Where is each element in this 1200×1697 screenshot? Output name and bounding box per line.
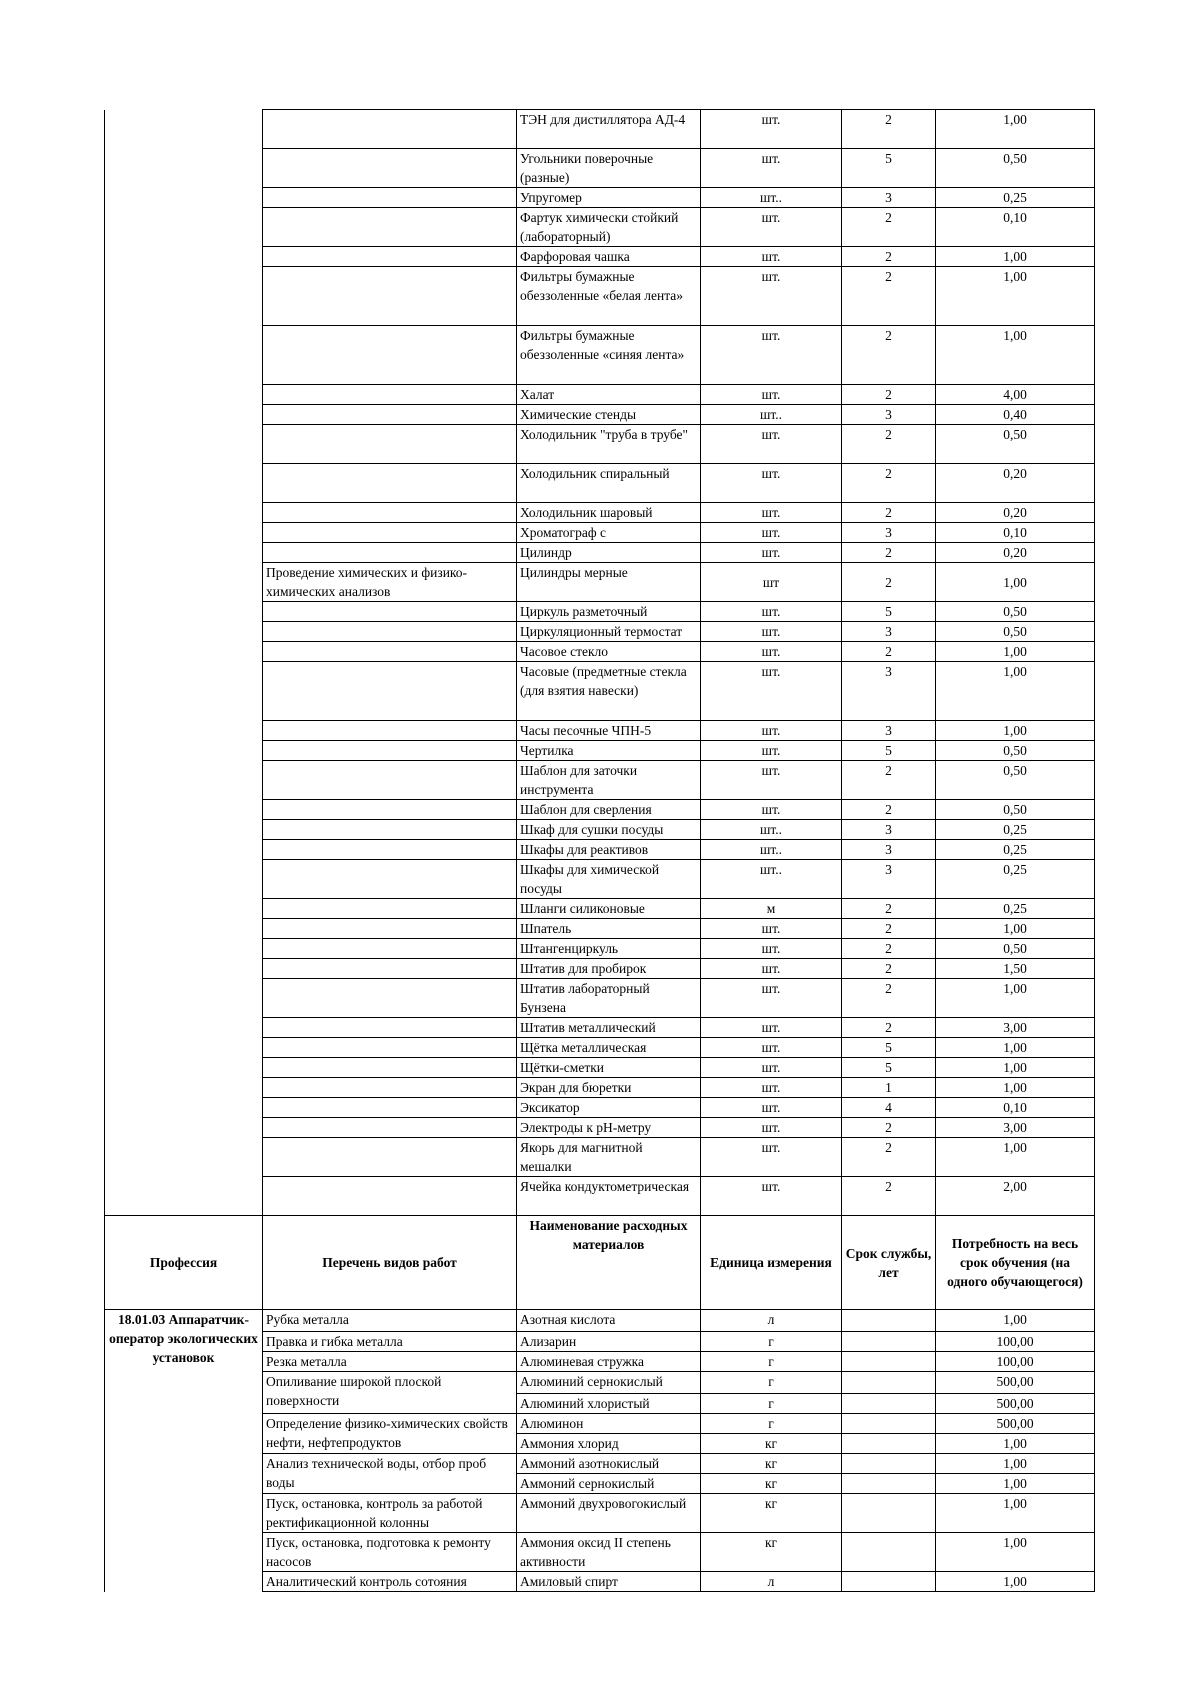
life-cell: 2 <box>842 503 936 523</box>
unit-cell: шт. <box>701 385 842 405</box>
works-cell <box>263 247 517 267</box>
works-cell <box>263 800 517 820</box>
unit-cell: шт. <box>701 247 842 267</box>
life-cell: 2 <box>842 761 936 800</box>
qty-cell: 500,00 <box>936 1394 1095 1414</box>
material-name: Шкафы для химической посуды <box>517 860 701 899</box>
material-name: Циркуляционный термостат <box>517 622 701 642</box>
qty-cell: 1,00 <box>936 662 1095 721</box>
works-cell <box>263 1118 517 1138</box>
material-name: Фартук химически стойкий (лабораторный) <box>517 208 701 247</box>
qty-cell: 1,00 <box>936 1474 1095 1494</box>
unit-cell: шт. <box>701 267 842 326</box>
life-cell: 2 <box>842 326 936 385</box>
life-cell <box>842 1533 936 1572</box>
profession-name: 18.01.03 Аппаратчик-оператор экологических установок <box>109 1312 258 1365</box>
life-cell: 2 <box>842 642 936 662</box>
works-cell <box>263 820 517 840</box>
life-cell: 2 <box>842 464 936 503</box>
qty-cell: 0,50 <box>936 425 1095 464</box>
life-cell: 3 <box>842 523 936 543</box>
works-cell <box>263 1038 517 1058</box>
works-cell <box>263 464 517 503</box>
life-cell: 2 <box>842 267 936 326</box>
qty-cell: 2,00 <box>936 1177 1095 1216</box>
life-cell: 3 <box>842 840 936 860</box>
works-cell <box>263 326 517 385</box>
unit-cell: шт.. <box>701 405 842 425</box>
works-cell <box>263 149 517 188</box>
qty-cell: 1,00 <box>936 326 1095 385</box>
unit-cell: шт. <box>701 602 842 622</box>
material-name: Шаблон для заточки инструмента <box>517 761 701 800</box>
qty-cell: 1,00 <box>936 1310 1095 1332</box>
life-cell: 2 <box>842 1018 936 1038</box>
works-cell <box>263 761 517 800</box>
unit-cell: л <box>701 1572 842 1592</box>
life-cell: 2 <box>842 385 936 405</box>
lower-table-body <box>105 1216 1095 1592</box>
material-name: Штатив для пробирок <box>517 959 701 979</box>
material-name: Щётка металлическая <box>517 1038 701 1058</box>
unit-cell: шт. <box>701 425 842 464</box>
qty-cell: 1,00 <box>936 1434 1095 1454</box>
unit-cell: шт. <box>701 149 842 188</box>
life-cell: 2 <box>842 1118 936 1138</box>
life-cell: 2 <box>842 959 936 979</box>
material-name: Аммоний двухровогокислый <box>517 1494 701 1533</box>
qty-cell: 1,00 <box>936 267 1095 326</box>
qty-cell: 500,00 <box>936 1372 1095 1394</box>
qty-cell: 0,20 <box>936 464 1095 503</box>
material-name: Фильтры бумажные обеззоленные «синяя лента» <box>517 326 701 385</box>
activity-label: Проведение химических и физико-химических анализов <box>263 563 517 602</box>
qty-cell: 0,50 <box>936 622 1095 642</box>
unit-cell: кг <box>701 1494 842 1533</box>
material-name: Угольники поверочные (разные) <box>517 149 701 188</box>
header-need: Потребность на весь срок обучения (на одного обучающегося) <box>936 1216 1095 1310</box>
works-cell <box>263 662 517 721</box>
unit-cell: шт. <box>701 622 842 642</box>
unit-cell: г <box>701 1414 842 1434</box>
life-cell <box>842 1352 936 1372</box>
qty-cell: 1,00 <box>936 1078 1095 1098</box>
qty-cell: 500,00 <box>936 1414 1095 1434</box>
table-header-row <box>105 1216 1095 1310</box>
works-cell: Аналитический контроль сотояния <box>263 1572 517 1592</box>
life-cell <box>842 1394 936 1414</box>
unit-cell: шт. <box>701 1098 842 1118</box>
unit-cell: шт <box>701 563 842 602</box>
unit-cell: кг <box>701 1454 842 1474</box>
material-name: Холодильник шаровый <box>517 503 701 523</box>
material-name: Эксикатор <box>517 1098 701 1118</box>
unit-cell: шт. <box>701 503 842 523</box>
material-name: Алюминий хлористый <box>517 1394 701 1414</box>
qty-cell: 0,25 <box>936 188 1095 208</box>
qty-cell: 1,00 <box>936 1038 1095 1058</box>
unit-cell: шт. <box>701 1177 842 1216</box>
works-cell <box>263 503 517 523</box>
works-cell <box>263 622 517 642</box>
material-name: Амиловый спирт <box>517 1572 701 1592</box>
works-cell <box>263 1058 517 1078</box>
qty-cell: 0,20 <box>936 543 1095 563</box>
life-cell: 5 <box>842 741 936 761</box>
qty-cell: 0,50 <box>936 149 1095 188</box>
works-cell <box>263 860 517 899</box>
material-name: Алюминон <box>517 1414 701 1434</box>
qty-cell: 0,20 <box>936 503 1095 523</box>
life-cell: 4 <box>842 1098 936 1118</box>
header-works: Перечень видов работ <box>263 1216 517 1310</box>
life-cell: 2 <box>842 899 936 919</box>
unit-cell: шт.. <box>701 860 842 899</box>
works-cell <box>263 721 517 741</box>
works-cell: Рубка металла <box>263 1310 517 1332</box>
qty-cell: 0,50 <box>936 741 1095 761</box>
works-cell <box>263 602 517 622</box>
qty-cell: 1,00 <box>936 247 1095 267</box>
qty-cell: 1,00 <box>936 721 1095 741</box>
material-name: Якорь для магнитной мешалки <box>517 1138 701 1177</box>
life-cell: 3 <box>842 622 936 642</box>
life-cell <box>842 1414 936 1434</box>
qty-cell: 1,00 <box>936 110 1095 149</box>
unit-cell: г <box>701 1372 842 1394</box>
material-name: Аммония оксид II степень активности <box>517 1533 701 1572</box>
unit-cell: шт. <box>701 642 842 662</box>
material-name: Ализарин <box>517 1332 701 1352</box>
unit-cell: шт. <box>701 110 842 149</box>
qty-cell: 1,00 <box>936 1533 1095 1572</box>
works-cell <box>263 939 517 959</box>
material-name: Упругомер <box>517 188 701 208</box>
life-cell <box>842 1332 936 1352</box>
qty-cell: 0,10 <box>936 1098 1095 1118</box>
material-name: Халат <box>517 385 701 405</box>
life-cell: 3 <box>842 188 936 208</box>
material-name: Холодильник "труба в трубе" <box>517 425 701 464</box>
unit-cell: шт. <box>701 464 842 503</box>
qty-cell: 3,00 <box>936 1018 1095 1038</box>
qty-cell: 0,25 <box>936 820 1095 840</box>
works-cell <box>263 642 517 662</box>
unit-cell: шт. <box>701 1038 842 1058</box>
works-cell <box>263 979 517 1018</box>
qty-cell: 0,50 <box>936 800 1095 820</box>
works-cell <box>263 543 517 563</box>
unit-cell: кг <box>701 1533 842 1572</box>
material-name: Часовые (предметные стекла (для взятия навески) <box>517 662 701 721</box>
table-row <box>105 110 1095 149</box>
qty-cell: 0,50 <box>936 602 1095 622</box>
material-name: ТЭН для дистиллятора АД-4 <box>517 110 701 149</box>
material-name: Алюминевая стружка <box>517 1352 701 1372</box>
material-name: Цилиндр <box>517 543 701 563</box>
material-name: Холодильник спиральный <box>517 464 701 503</box>
works-cell: Определение физико-химических свойств нефти, нефтепродуктов <box>263 1414 517 1454</box>
qty-cell: 1,00 <box>936 919 1095 939</box>
material-name: Алюминий сернокислый <box>517 1372 701 1394</box>
material-name: Чертилка <box>517 741 701 761</box>
life-cell: 1 <box>842 1078 936 1098</box>
unit-cell: шт. <box>701 1018 842 1038</box>
material-name: Штатив металлический <box>517 1018 701 1038</box>
unit-cell: шт. <box>701 543 842 563</box>
unit-cell: шт. <box>701 800 842 820</box>
profession-cell <box>105 1310 263 1592</box>
qty-cell: 1,00 <box>936 563 1095 602</box>
material-name: Азотная кислота <box>517 1310 701 1332</box>
profession-cell-empty <box>105 110 263 1216</box>
header-profession: Профессия <box>105 1216 263 1310</box>
header-materials: Наименование расходных материалов <box>517 1216 701 1310</box>
life-cell: 5 <box>842 1058 936 1078</box>
life-cell: 3 <box>842 820 936 840</box>
life-cell: 5 <box>842 149 936 188</box>
works-cell <box>263 959 517 979</box>
header-life: Срок службы, лет <box>842 1216 936 1310</box>
material-name: Часы песочные ЧПН-5 <box>517 721 701 741</box>
unit-cell: шт. <box>701 1138 842 1177</box>
material-name: Фарфоровая чашка <box>517 247 701 267</box>
material-name: Циркуль разметочный <box>517 602 701 622</box>
material-name: Электроды к рН-метру <box>517 1118 701 1138</box>
works-cell <box>263 523 517 543</box>
works-cell <box>263 188 517 208</box>
materials-table <box>104 109 1095 1592</box>
works-cell <box>263 899 517 919</box>
material-name: Штатив лабораторный Бунзена <box>517 979 701 1018</box>
qty-cell: 3,00 <box>936 1118 1095 1138</box>
works-cell <box>263 741 517 761</box>
material-name: Шкаф для сушки посуды <box>517 820 701 840</box>
qty-cell: 100,00 <box>936 1352 1095 1372</box>
works-cell <box>263 1138 517 1177</box>
qty-cell: 1,00 <box>936 1138 1095 1177</box>
works-cell <box>263 405 517 425</box>
life-cell: 2 <box>842 110 936 149</box>
works-cell: Правка и гибка металла <box>263 1332 517 1352</box>
qty-cell: 1,00 <box>936 1454 1095 1474</box>
unit-cell: кг <box>701 1474 842 1494</box>
life-cell: 3 <box>842 860 936 899</box>
life-cell <box>842 1372 936 1394</box>
material-name: Цилиндры мерные <box>517 563 701 602</box>
unit-cell: шт. <box>701 208 842 247</box>
works-cell: Пуск, остановка, контроль за работой ректификационной колонны <box>263 1494 517 1533</box>
life-cell: 2 <box>842 919 936 939</box>
life-cell: 3 <box>842 721 936 741</box>
upper-table-body <box>105 110 1095 1216</box>
unit-cell: шт. <box>701 919 842 939</box>
life-cell: 2 <box>842 979 936 1018</box>
qty-cell: 1,00 <box>936 1572 1095 1592</box>
qty-cell: 0,25 <box>936 840 1095 860</box>
qty-cell: 0,25 <box>936 899 1095 919</box>
unit-cell: шт. <box>701 1058 842 1078</box>
qty-cell: 1,00 <box>936 1494 1095 1533</box>
material-name: Аммоний сернокислый <box>517 1474 701 1494</box>
unit-cell: шт. <box>701 1118 842 1138</box>
works-cell <box>263 1078 517 1098</box>
material-name: Химические стенды <box>517 405 701 425</box>
works-cell <box>263 919 517 939</box>
material-name: Шланги силиконовые <box>517 899 701 919</box>
qty-cell: 1,00 <box>936 1058 1095 1078</box>
unit-cell: м <box>701 899 842 919</box>
material-name: Хроматограф с <box>517 523 701 543</box>
material-name: Щётки-сметки <box>517 1058 701 1078</box>
qty-cell: 0,10 <box>936 523 1095 543</box>
unit-cell: шт. <box>701 939 842 959</box>
works-cell <box>263 425 517 464</box>
table-row <box>105 1310 1095 1332</box>
unit-cell: шт. <box>701 721 842 741</box>
works-cell <box>263 267 517 326</box>
works-cell <box>263 385 517 405</box>
life-cell: 2 <box>842 939 936 959</box>
life-cell <box>842 1454 936 1474</box>
document-sheet <box>104 109 1095 1592</box>
unit-cell: кг <box>701 1434 842 1454</box>
works-cell <box>263 208 517 247</box>
life-cell: 2 <box>842 247 936 267</box>
life-cell <box>842 1494 936 1533</box>
works-cell: Опиливание широкой плоской поверхности <box>263 1372 517 1414</box>
life-cell: 2 <box>842 563 936 602</box>
material-name: Экран для бюретки <box>517 1078 701 1098</box>
material-name: Шаблон для сверления <box>517 800 701 820</box>
qty-cell: 0,10 <box>936 208 1095 247</box>
unit-cell: шт. <box>701 1078 842 1098</box>
material-name: Фильтры бумажные обеззоленные «белая лента» <box>517 267 701 326</box>
qty-cell: 4,00 <box>936 385 1095 405</box>
material-name: Аммония хлорид <box>517 1434 701 1454</box>
life-cell <box>842 1434 936 1454</box>
qty-cell: 100,00 <box>936 1332 1095 1352</box>
life-cell: 2 <box>842 543 936 563</box>
life-cell <box>842 1474 936 1494</box>
works-cell: Резка металла <box>263 1352 517 1372</box>
works-cell <box>263 840 517 860</box>
material-name: Шкафы для реактивов <box>517 840 701 860</box>
qty-cell: 1,00 <box>936 642 1095 662</box>
unit-cell: шт. <box>701 662 842 721</box>
material-name: Шпатель <box>517 919 701 939</box>
qty-cell: 0,25 <box>936 860 1095 899</box>
header-unit: Единица измерения <box>701 1216 842 1310</box>
material-name: Ячейка кондуктометрическая <box>517 1177 701 1216</box>
unit-cell: шт. <box>701 959 842 979</box>
material-name: Штангенциркуль <box>517 939 701 959</box>
life-cell <box>842 1572 936 1592</box>
life-cell: 5 <box>842 1038 936 1058</box>
life-cell: 2 <box>842 800 936 820</box>
life-cell: 2 <box>842 425 936 464</box>
unit-cell: шт.. <box>701 188 842 208</box>
life-cell: 2 <box>842 208 936 247</box>
unit-cell: шт. <box>701 761 842 800</box>
material-name: Часовое стекло <box>517 642 701 662</box>
works-cell <box>263 1018 517 1038</box>
qty-cell: 1,00 <box>936 979 1095 1018</box>
life-cell: 2 <box>842 1177 936 1216</box>
works-cell <box>263 110 517 149</box>
unit-cell: г <box>701 1352 842 1372</box>
unit-cell: шт. <box>701 741 842 761</box>
unit-cell: шт.. <box>701 840 842 860</box>
unit-cell: шт. <box>701 979 842 1018</box>
works-cell <box>263 1177 517 1216</box>
works-cell: Анализ технической воды, отбор проб воды <box>263 1454 517 1494</box>
material-name: Аммоний азотнокислый <box>517 1454 701 1474</box>
qty-cell: 1,50 <box>936 959 1095 979</box>
unit-cell: г <box>701 1332 842 1352</box>
life-cell: 3 <box>842 662 936 721</box>
life-cell <box>842 1310 936 1332</box>
qty-cell: 0,50 <box>936 761 1095 800</box>
unit-cell: шт. <box>701 326 842 385</box>
life-cell: 5 <box>842 602 936 622</box>
qty-cell: 0,50 <box>936 939 1095 959</box>
unit-cell: л <box>701 1310 842 1332</box>
life-cell: 2 <box>842 1138 936 1177</box>
unit-cell: шт. <box>701 523 842 543</box>
works-cell <box>263 1098 517 1118</box>
unit-cell: шт.. <box>701 820 842 840</box>
unit-cell: г <box>701 1394 842 1414</box>
life-cell: 3 <box>842 405 936 425</box>
qty-cell: 0,40 <box>936 405 1095 425</box>
works-cell: Пуск, остановка, подготовка к ремонту насосов <box>263 1533 517 1572</box>
